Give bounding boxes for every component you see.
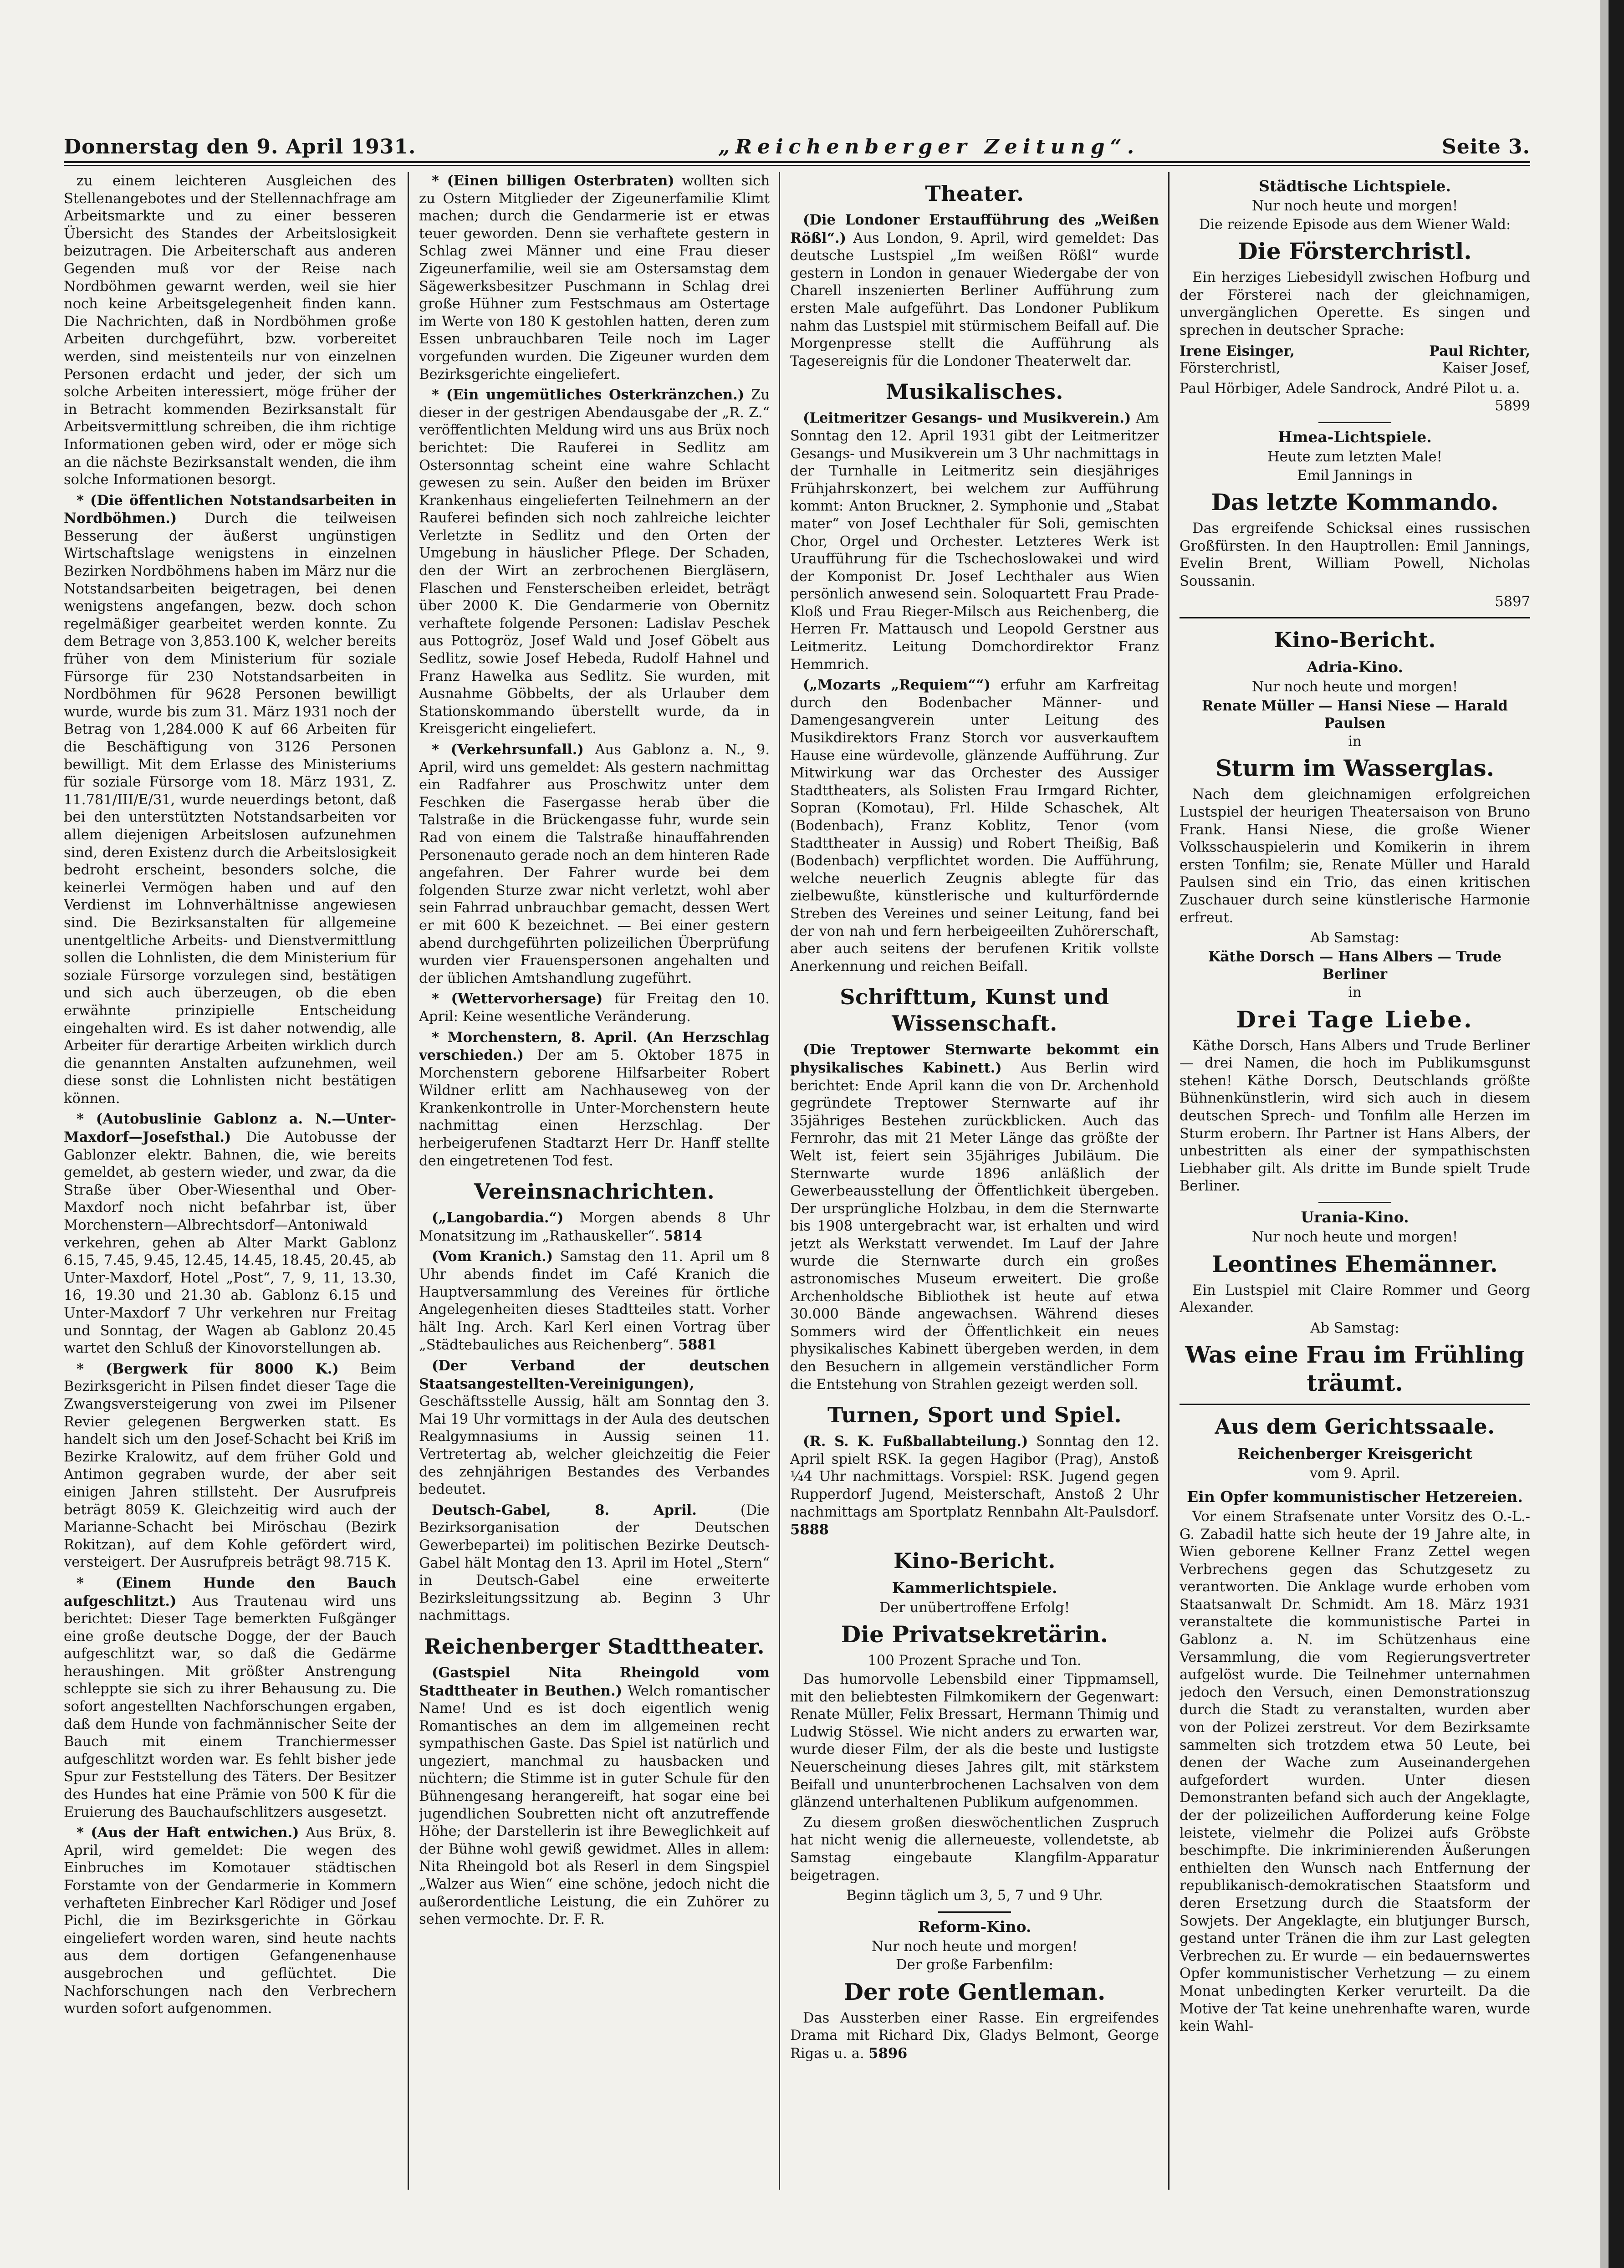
film-title: Was eine Frau im Frühling träumt.	[1185, 1341, 1525, 1397]
court-name: Reichenberger Kreisgericht	[1237, 1445, 1472, 1463]
club-notice: Deutsch-Gabel, 8. April. (Die Bezirksorganisation der Deutschen Gewerbepartei) im politischen Bezirke Deutsch-Gabel hält Montag den 13. April im Hotel „Stern“ in Deutsch-Gabel eine erweiterte Bezirksleitungssitzung ab. Beginn 3 Uhr nachmittags.	[419, 1502, 770, 1624]
article: * (Bergwerk für 8000 K.) Beim Bezirksgericht in Pilsen findet dieser Tage die Zwangsversteigerung von zwei im Pilsener Revier gelegenen Bergwerken statt. Es handelt sich um den Josef-Schacht bei Kriß im Bezirke Kralowitz, auf dem früher Gold und Antimon gegraben wurde, der aber seit einigen Jahren stillsteht. Der Ausrufpreis beträgt 8059 K. Gleichzeitig wird auch der Marianne-Schacht bei Miröschau (Bezirk Rokitzan), auf dem Kohle gefördert wird, versteigert. Der Ausrufpreis beträgt 98.715 K.	[64, 1360, 396, 1571]
cinema-name: Städtische Lichtspiele.	[1259, 177, 1451, 195]
cinema-name: Reform-Kino.	[918, 1917, 1032, 1936]
cast-line: Käthe Dorsch — Hans Albers — Trude Berliner	[1208, 948, 1502, 983]
section-heading-kino-bericht: Kino-Bericht.	[894, 1548, 1056, 1573]
ad-in: in	[1348, 733, 1362, 750]
column-1	[64, 172, 396, 2190]
club-notice: (Vom Kranich.) Samstag den 11. April um 8 Uhr abends findet im Café Kranich die Hauptversammlung des Vereines für örtliche Angelegenheiten dieses Stadtteiles statt. Vorher hält Ing. Arch. Karl Kerl einen Vortrag über „Städtebauliches aus Reichenberg“. 5881	[419, 1248, 770, 1354]
article: * (Einem Hunde den Bauch aufgeschlitzt.) Aus Trautenau wird uns berichtet: Dieser Tage bemerkten Fußgänger eine große deutsche Dogge, der der Bauch aufgeschlitzt war, so daß die Gedärme heraushingen. Mit größter Anstrengung schleppte sie sich zu ihrer Behausung zu. Die sofort angestellten Nachforschungen ergaben, daß dem Hunde von fachmännischer Seite der Bauch mit einem Tranchiermesser aufgeschlitzt worden war. Es fehlt bisher jede Spur zur Feststellung des Täters. Der Besitzer des Hundes hat eine Prämie von 500 K für die Eruierung des Bauchaufschlitzers ausgesetzt.	[64, 1574, 396, 1820]
article: (Die Treptower Sternwarte bekommt ein physikalisches Kabinett.) Aus Berlin wird berichtet: Ende April kann die von Dr. Archenhold gegründete Treptower Sternwarte auf ihr 35jähriges Bestehen zurückblicken. Auch das Fernrohr, das mit 21 Meter Länge das größte der Welt ist, feiert sein 35jähriges Jubiläum. Die Sternwarte wurde 1896 anläßlich der Gewerbeausstellung der Öffentlichkeit übergeben. Der ursprüngliche Holzbau, in dem die Sternwarte bis 1908 untergebracht war, ist erhalten und wird jetzt als Werkstatt verwendet. Im Lauf der Jahre wurde die Sternwarte durch ein großes astronomisches Museum erweitert. Die große Archenholdsche Bibliothek ist heute auf etwa 30.000 Bände angewachsen. Während dieses Sommers wird der Öffentlichkeit ein neues physikalisches Kabinett übergeben werden, in dem den Besuchern in allgemein verständlicher Form die Entstehung von Strahlen gezeigt werden soll.	[790, 1042, 1159, 1393]
film-description: Ein Lustspiel mit Claire Rommer und Georg Alexander.	[1180, 1282, 1530, 1316]
show-times: Beginn täglich um 3, 5, 7 und 9 Uhr.	[846, 1888, 1103, 1904]
article: („Mozarts „Requiem““) erfuhr am Karfreitag durch den Bodenbacher Männer- und Damengesangverein unter Leitung des Musikdirektors Franz Storch vor ausverkauftem Hause eine würdevolle, glänzende Aufführung. Zur Mitwirkung war das Orchester des Aussiger Stadttheaters, als Solisten Frau Irmgard Richter, Sopran (Komotau), Frl. Hilde Schaschek, Alt (Bodenbach), Franz Koblitz, Tenor (vom Stadttheater in Aussig) und Robert Theißig, Baß (Bodenbach) verpflichtet worden. Die Aufführung, welche neuerlich Zeugnis ablegte für das zielbewußte, künstlerische und kulturfördernde Streben des Vereines und seiner Leitung, fand bei der von nah und fern herbeigeeilten Zuhörerschaft, aber auch seitens der berufenen Kritik vollste Anerkennung und reichen Beifall.	[790, 677, 1159, 975]
separator	[1180, 617, 1530, 618]
cinema-name: Kammerlichtspiele.	[892, 1578, 1057, 1597]
scan-edge	[1609, 0, 1624, 2268]
ad-number: 5897	[1495, 593, 1530, 610]
cast-line: Paul Hörbiger, Adele Sandrock, André Pilot u. a.	[1180, 380, 1520, 397]
film-description: Das Aussterben einer Rasse. Ein ergreifendes Drama mit Richard Dix, Gladys Belmont, George Rigas u. a. 5896	[790, 2010, 1159, 2062]
separator	[1180, 1404, 1530, 1405]
article: * (Autobuslinie Gablonz a. N.—Unter-Maxdorf—Josefsthal.) Die Autobusse der Gablonzer elektr. Bahnen, die, wie bereits gemeldet, ab gestern wieder, und zwar, da die Straße über Ober-Wiesenthal und Ober-Maxdorf noch nicht befahrbar ist, über Morchenstern—Albrechtsdorf—Antoniwald verkehren, gehen ab Alter Markt Gablonz 6.15, 7.45, 9.45, 12.45, 14.45, 18.45, 20.45, ab Unter-Maxdorf, Hotel „Post“, 7, 9, 11, 13.30, 16, 19.30 und 21.30 ab. Gablonz 6.15 und Unter-Maxdorf 7 Uhr verkehren nur Freitag und Sonntag, der Wagen ab Gablonz 20.45 wartet den Schluß der Kinovorstellungen ab.	[64, 1111, 396, 1357]
ad-star: Emil Jannings in	[1297, 467, 1413, 484]
cast-line: Irene Eisinger, Paul Richter,	[1180, 342, 1530, 359]
court-report: Vor einem Strafsenate unter Vorsitz des O.-L.-G. Zabadil hatte sich heute der 19 Jahre alte, in Wien geborene Kellner Franz Zettel wegen Verbrechens gegen das Schutzgesetz zu verantworten. Die Anklage wurde erhoben vom Staatsanwalt Dr. Schmidt. Am 18. März 1931 veranstaltete die kommunistische Partei in Gablonz a. N. im Schützenhaus eine Versammlung, die vom Regierungsvertreter aufgelöst wurde. Die Teilnehmer unternahmen jedoch den Versuch, einen Demonstrationszug durch die Stadt zu veranstalten, wurden aber von der Polizei zerstreut. Vor dem Bezirksamte sammelten sich trotzdem etwa 50 Leute, bei denen der Wache zum Auseinandergehen aufgefordert wurden. Unter diesen Demonstranten befand sich auch der Angeklagte, der der polizeilichen Aufforderung keine Folge leistete, vielmehr die Polizei aufs Gröbste beschimpfte. Die inkriminierenden Äußerungen enthielten den Wunsch nach Entfernung der republikanisch-demokratischen Staatsform und deren Ersetzung durch die Staatsform der Sowjets. Der Angeklagte, ein blutjunger Bursch, gestand unter Tränen die ihm zur Last gelegten Verbrechen zu. Er wurde — ein bedauernswertes Opfer kommunistischer Verhetzung — zu einem Monat unbedingten Kerker verurteilt. Da die Motive der Tat keine unehrenhafte waren, wurde kein Wahl-	[1180, 1508, 1530, 2035]
theater-review: (Gastspiel Nita Rheingold vom Stadttheater in Beuthen.) Welch romantischer Name! Und es ist doch eigentlich wenig Romantisches an dem im allgemeinen recht sympathischen Gaste. Das Spiel ist natürlich und ungeziert, manchmal zu hausbacken und nüchtern; die Stimme ist in guter Schule für den Bühnengesang herangereift, hat sogar eine bei jugendlichen Soubretten nicht oft anzutreffende Höhe; der Darstellerin ist ihre Beweglichkeit auf der Bühne wohl gewiß gewidmet. Alles in allem: Nita Rheingold bot als Reserl in dem Singspiel „Walzer aus Wien“ eine schöne, jedoch nicht die außerordentliche Leistung, die ein Zuhörer zu sehen vermochte. Dr. F. R.	[419, 1664, 770, 1928]
ad-tagline: Ab Samstag:	[1310, 1320, 1399, 1336]
article: (Die Londoner Erstaufführung des „Weißen Rößl“.) Aus London, 9. April, wird gemeldet: Das deutsche Lustspiel „Im weißen Rößl“ wurde gestern in London in genauer Wiedergabe der von Charell inszenierten Berliner Aufführung zum ersten Male aufgeführt. Das Londoner Publikum nahm das Lustspiel mit stürmischem Beifall auf. Die Morgenpresse stellt die Aufführung als Tagesereignis für die Londoner Theaterwelt dar.	[790, 212, 1159, 369]
film-title: Die Försterchristl.	[1238, 238, 1472, 265]
header-paper-title: „Reichenberger Zeitung“.	[718, 135, 1140, 158]
article: * (Aus der Haft entwichen.) Aus Brüx, 8. April, wird gemeldet: Die wegen des Einbruches im Komotauer städtischen Forstamte von der Gendarmerie in Kommern verhafteten Einbrecher Karl Rödiger und Josef Pichl, die im Bezirksgerichte in Görkau eingeliefert worden waren, sind heute nachts aus dem dortigen Gefangenenhause ausgebrochen und geflüchtet. Die Nachforschungen nach den Verbrechern wurden sofort aufgenommen.	[64, 1824, 396, 2017]
ad-tagline: Heute zum letzten Male!	[1267, 449, 1442, 465]
case-heading: Ein Opfer kommunistischer Hetzereien.	[1187, 1487, 1523, 1506]
court-date: vom 9. April.	[1309, 1466, 1400, 1482]
film-description: Zu diesem großen dieswöchentlichen Zuspruch hat nicht wenig die allerneueste, vollendetste, ab Samstag eingebaute Klangfilm-Apparatur beigetragen.	[790, 1814, 1159, 1884]
article: * (Wettervorhersage) für Freitag den 10. April: Keine wesentliche Veränderung.	[419, 991, 770, 1025]
film-title: Drei Tage Liebe.	[1236, 1006, 1474, 1033]
ad-subtitle: 100 Prozent Sprache und Ton.	[868, 1653, 1082, 1669]
article: * (Ein ungemütliches Osterkränzchen.) Zu dieser in der gestrigen Abendausgabe der „R. Z.“ veröffentlichten Meldung wird uns aus Brüx noch berichtet: Die Rauferei in Sedlitz am Ostersonntag scheint eine wahre Schlacht gewesen zu sein. Außer den beiden im Brüxer Krankenhaus eingelieferten Teilnehmern an der Rauferei befinden sich noch zahlreiche leichter Verletzte in Sedlitz und den Orten der Umgebung in häuslicher Pflege. Der Schaden, den der Wirt an zerbrochenen Biergläsern, Flaschen und Fensterscheiben erleidet, beträgt über 2000 K. Die Gendarmerie von Obernitz verhaftete folgende Personen: Ladislav Peschek aus Pottogröz, Josef Wald und Josef Göbelt aus Sedlitz, sowie Josef Hebeda, Rudolf Hahnel und Franz Hawelka aus Sedlitz. Sie wurden, mit Ausnahme Göbbelts, der als Urlauber dem Stationskommando überstellt wurde, da in Kreisgericht eingeliefert.	[419, 387, 770, 737]
film-title: Leontines Ehemänner.	[1212, 1250, 1498, 1277]
ad-tagline: Nur noch heute und morgen!	[1251, 198, 1458, 214]
section-heading-vereinsnachrichten: Vereinsnachrichten.	[474, 1179, 715, 1204]
header-rule	[64, 161, 1530, 163]
film-title: Das letzte Kommando.	[1211, 489, 1499, 516]
section-heading-theater: Theater.	[925, 181, 1024, 206]
cinema-name: Adria-Kino.	[1307, 658, 1403, 676]
section-heading-turnen: Turnen, Sport und Spiel.	[827, 1403, 1122, 1428]
film-title: Der rote Gentleman.	[843, 1978, 1106, 2005]
separator	[1318, 1202, 1391, 1203]
article: * Morchenstern, 8. April. (An Herzschlag verschieden.) Der am 5. Oktober 1875 in Morchenstern geborene Hilfsarbeiter Robert Wildner erlitt am Nachhauseweg von der Krankenkontrolle in Unter-Morchenstern heute nachmittag einen Herzschlag. Der herbeigerufenen Stadtarzt Herr Dr. Hanff stellte den eingetretenen Tod fest.	[419, 1029, 770, 1169]
header-date: Donnerstag den 9. April 1931.	[64, 135, 416, 158]
cast-roles: Försterchristl, Kaiser Josef,	[1180, 360, 1530, 377]
section-heading-musikalisches: Musikalisches.	[886, 379, 1063, 404]
ad-tagline: Ab Samstag:	[1310, 930, 1399, 946]
column-2	[419, 172, 770, 2190]
ad-tagline: Der unübertroffene Erfolg!	[879, 1599, 1070, 1616]
ad-number: 5899	[1495, 398, 1530, 414]
header-page-number: Seite 3.	[1441, 135, 1530, 158]
cast-line: Renate Müller — Hansi Niese — Harald Paulsen	[1202, 697, 1508, 732]
header-rule-thin	[64, 165, 1530, 166]
separator	[1318, 422, 1391, 423]
scan-edge-shadow	[1600, 0, 1609, 2268]
column-3	[790, 172, 1159, 2190]
film-description: Das humorvolle Lebensbild einer Tippmamsell, mit den beliebtesten Filmkomikern der Gegenwart: Renate Müller, Felix Bressart, Hermann Thimig und Ludwig Stössel. Wie nicht anders zu erwarten war, wurde dieser Film, der als die beste und lustigste Neuerscheinung dieses Jahres gilt, mit stärkstem Beifall und ununterbrochenen Lachsalven von dem glänzend unterhaltenen Publikum aufgenommen.	[790, 1671, 1159, 1811]
column-divider	[779, 172, 780, 2190]
column-4	[1180, 172, 1530, 2190]
film-description: Ein herziges Liebesidyll zwischen Hofburg und der Försterei nach der gleichnamigen, unvergänglichen Operette. Es singen und sprechen in deutscher Sprache:	[1180, 270, 1530, 338]
club-notice: („Langobardia.“) Morgen abends 8 Uhr Monatsitzung im „Rathauskeller“. 5814	[419, 1210, 770, 1244]
film-description: Nach dem gleichnamigen erfolgreichen Lustspiel der heurigen Theatersaison von Bruno Frank. Hansi Niese, die große Wiener Volksschauspielerin und Komikerin in ihrem ersten Tonfilm; sie, Renate Müller und Harald Paulsen sind ein Trio, das einen kritischen Zuschauer durch seine künstlerische Harmonie erfreut.	[1180, 787, 1530, 926]
section-heading-gerichtssaale: Aus dem Gerichtssaale.	[1215, 1414, 1495, 1439]
section-heading-kino-bericht: Kino-Bericht.	[1274, 628, 1436, 653]
cinema-name: Urania-Kino.	[1301, 1208, 1409, 1226]
article: zu einem leichteren Ausgleichen des Stellenangebotes und der Stellennachfrage am Arbeitsmarkte und zu einer besseren Übersicht des Standes der Arbeitslosigkeit beizutragen. Die Arbeiterschaft aus anderen Gegenden muß vor der Reise nach Nordböhmen gewarnt werden, weil sie hier noch keine Arbeitsgelegenheit finden kann. Die Nachrichten, daß in Nordböhmen große Arbeiten durchgeführt, bzw. vorbereitet werden, sind meistenteils nur von einzelnen Personen erdacht und jeder, der sich um solche Arbeiten interessiert, möge früher der in Betracht kommenden Bezirksanstalt für Arbeitsvermittlung schreiben, die ihm richtige Informationen geben wird, oder er möge sich an die nächste Bezirksanstalt wenden, die ihm solche Informationen besorgt.	[64, 173, 396, 488]
separator	[938, 1911, 1011, 1913]
column-divider	[1168, 172, 1169, 2190]
ad-tagline: Nur noch heute und morgen!	[1251, 1229, 1458, 1245]
club-notice: (Der Verband der deutschen Staatsangestellten-Vereinigungen), Geschäftsstelle Aussig, hält am Sonntag den 3. Mai 19 Uhr vormittags in der Aula des deutschen Realgymnasiums in Aussig seinen 11. Vertretertag ab, welcher gleichzeitig die Feier des zehnjährigen Bestandes des Verbandes bedeutet.	[419, 1358, 770, 1498]
running-head	[64, 127, 1530, 158]
section-heading-stadttheater: Reichenberger Stadttheater.	[424, 1634, 765, 1659]
ad-tagline: Nur noch heute und morgen!	[1251, 679, 1458, 695]
ad-in: in	[1348, 985, 1362, 1001]
film-title: Die Privatsekretärin.	[841, 1621, 1108, 1648]
cinema-name: Hmea-Lichtspiele.	[1278, 428, 1432, 446]
column-divider	[408, 172, 409, 2190]
article: * (Einen billigen Osterbraten) wollten sich zu Ostern Mitglieder der Zigeunerfamilie Klimt machen; durch die Gendarmerie ist er etwas teuer geworden. Denn sie verhaftete gestern in Schlag zwei Männer und eine Frau dieser Zigeunerfamilie, weil sie am Ostersamstag dem Sägewerksbesitzer Puschmann in Schlag drei große Hühner zum Festschmaus am Ostertage im Werte von 180 K gestohlen hatten, deren zum Essen unbrauchbaren Teile noch im Lager vorgefunden wurden. Die Zigeuner wurden dem Bezirksgerichte eingeliefert.	[419, 173, 770, 383]
section-heading-schrifttum: Schrifttum, Kunst und Wissenschaft.	[840, 985, 1109, 1036]
article: (Leitmeritzer Gesangs- und Musikverein.) Am Sonntag den 12. April 1931 gibt der Leitmeritzer Gesangs- und Musikverein um 3 Uhr nachmittags in der Turnhalle in Leitmeritz sein diesjähriges Frühjahrskonzert, bei welchem zur Aufführung kommt: Anton Bruckner, 2. Symphonie und „Stabat mater“ von Josef Lechthaler für Soli, gemischten Chor, Orgel und Orchester. Letzteres Werk ist Uraufführung für die Tschechoslowakei und wird der Komponist Dr. Josef Lechthaler aus Wien persönlich anwesend sein. Soloquartett Frau Prade-Kloß und Frau Rieger-Milsch aus Reichenberg, die Herren Fr. Mattausch und Leopold Gerstner aus Leitmeritz. Leitung Domchordirektor Franz Hemmrich.	[790, 410, 1159, 673]
film-description: Das ergreifende Schicksal eines russischen Großfürsten. In den Hauptrollen: Emil Jannings, Evelin Brent, William Powell, Nicholas Soussanin.	[1180, 521, 1530, 589]
article: * (Die öffentlichen Notstandsarbeiten in Nordböhmen.) Durch die teilweisen Besserung der äußerst ungünstigen Wirtschaftslage wenigstens in einzelnen Bezirken Nordböhmens haben im März nur die Notstandsarbeiten beigetragen, bei denen wenigstens angefangen, bezw. doch schon regelmäßiger gearbeitet werden konnte. Zu dem Betrage von 3,853.100 K, welcher bereits früher von dem Ministerium für soziale Fürsorge für 230 Notstandsarbeiten in Nordböhmen für 9628 Personen bewilligt wurde, wurde bis zum 31. März 1931 noch der Betrag von 1,284.000 K auf 66 Arbeiten für die Beschäftigung von 3126 Personen bewilligt. Mit dem Erlasse des Ministeriums für soziale Fürsorge vom 18. März 1931, Z. 11.781/III/E/31, wurde neuerdings betont, daß bei den unterstützten Notstandsarbeiten vor allem diejenigen Arbeitslosen aufzunehmen sind, deren Existenz durch die Arbeitslosigkeit bedroht erscheint, besonders solche, die keinerlei Vermögen haben und auf den Verdienst im Lohnverhältnisse angewiesen sind. Die Bezirksanstalten für allgemeine unentgeltliche Arbeits- und Dienstvermittlung sollen die Lohnlisten, die dem Ministerium für soziale Fürsorge vorzulegen sind, bestätigen und sich auch überzeugen, ob die eben erwähnte prinzipielle Entscheidung eingehalten wird. Es ist daher notwendig, alle Arbeiter für derartige Arbeiten wirklich durch die genannten Anstalten aufzunehmen, weil diese sonst die Lohnlisten nicht bestätigen können.	[64, 492, 396, 1107]
article: * (Verkehrsunfall.) Aus Gablonz a. N., 9. April, wird uns gemeldet: Als gestern nachmittag ein Radfahrer aus Proschwitz unter dem Feschken die Fasergasse herab über die Talstraße in die Brückengasse fuhr, wurde sein Rad von einem die Talstraße hinauffahrenden Personenauto gerade noch an dem hinteren Rade angefahren. Der Fahrer wurde bei dem folgenden Sturze zwar nicht verletzt, wohl aber sein Fahrrad unbrauchbar gemacht, dessen Wert er mit 600 K bezeichnet. — Bei einer gestern abend durchgeführten polizeilichen Überprüfung wurden vier Frauenspersonen angehalten und der üblichen Amtshandlung zugeführt.	[419, 741, 770, 986]
article: (R. S. K. Fußballabteilung.) Sonntag den 12. April spielt RSK. Ia gegen Hagibor (Prag), Anstoß ¼4 Uhr nachmittags. Vorspiel: RSK. Jugend gegen Rupperdorf Jugend, Meisterschaft, Anstoß 2 Uhr nachmittags am Sportplatz Rennbahn Alt-Paulsdorf. 5888	[790, 1433, 1159, 1538]
ad-subtitle: Die reizende Episode aus dem Wiener Wald:	[1199, 216, 1511, 233]
film-title: Sturm im Wasserglas.	[1215, 755, 1495, 782]
film-description: Käthe Dorsch, Hans Albers und Trude Berliner — drei Namen, die hoch im Publikumsgunst stehen! Käthe Dorsch, Deutschlands größte Bühnenkünstlerin, wird sich auch in diesem deutschen Sprech- und Tonfilm alle Herzen im Sturm erobern. Ihr Partner ist Hans Albers, der unbestritten als einer der sympathischsten Liebhaber gilt. Als dritte im Bunde spielt Trude Berliner.	[1180, 1037, 1530, 1195]
ad-tagline: Nur noch heute und morgen!	[871, 1938, 1078, 1955]
ad-subtitle: Der große Farbenfilm:	[896, 1957, 1053, 1973]
